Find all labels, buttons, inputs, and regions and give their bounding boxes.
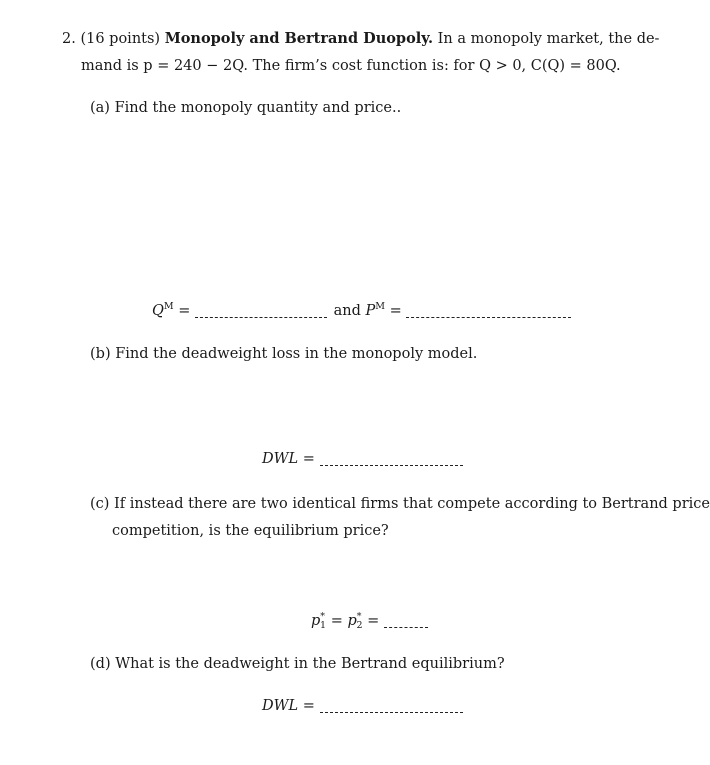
dwl-monopoly-label: DWL = — [262, 451, 315, 467]
part-b-question: (b) Find the deadweight loss in the monopoly model. — [90, 346, 478, 362]
part-d-answer-row — [262, 698, 463, 714]
part-b-answer-row — [262, 451, 463, 467]
problem-number: 2. — [62, 31, 76, 47]
problem-intro-line1: In a monopoly market, the de- — [437, 31, 660, 47]
bertrand-price-blank — [384, 626, 428, 628]
q-equals: = — [178, 303, 191, 319]
q-monopoly-sup: M — [163, 301, 174, 312]
p2-label: p — [347, 613, 357, 629]
dwl-monopoly-blank — [320, 464, 463, 466]
problem-intro-line2: mand is p = 240 − 2Q. The firm’s cost function is: for Q > 0, C(Q) = 80Q. — [81, 58, 621, 74]
problem-points: (16 points) — [80, 31, 161, 47]
part-a-question: (a) Find the monopoly quantity and price.. — [90, 100, 402, 116]
p1-star: * — [320, 611, 326, 622]
p-eq-2: = — [367, 613, 380, 629]
p-monopoly-sup: M — [375, 301, 385, 312]
part-d-question: (d) What is the deadweight in the Bertrand equilibrium? — [90, 656, 505, 672]
q-monopoly-blank — [195, 316, 327, 318]
problem-header — [62, 30, 659, 47]
p2-star: * — [356, 611, 362, 622]
p1-sub: 1 — [320, 620, 327, 631]
p-monopoly-blank — [406, 316, 571, 318]
p-equals: = — [389, 303, 402, 319]
p-monopoly-label: P — [365, 303, 376, 319]
part-a-answer-row — [152, 303, 571, 319]
p-eq-1: = — [330, 613, 343, 629]
and-connector: and — [333, 303, 361, 319]
part-c-question-line1: (c) If instead there are two identical firms that compete according to Bertrand price — [90, 496, 710, 512]
dwl-bertrand-label: DWL = — [262, 698, 315, 714]
p1-label: p — [311, 613, 321, 629]
dwl-bertrand-blank — [320, 711, 463, 713]
p2-sub: 2 — [356, 620, 363, 631]
part-c-question-line2: competition, is the equilibrium price? — [112, 523, 389, 539]
problem-title: Monopoly and Bertrand Duopoly. — [164, 30, 434, 47]
part-c-answer-row — [311, 613, 428, 629]
q-monopoly-label: Q — [152, 303, 164, 319]
